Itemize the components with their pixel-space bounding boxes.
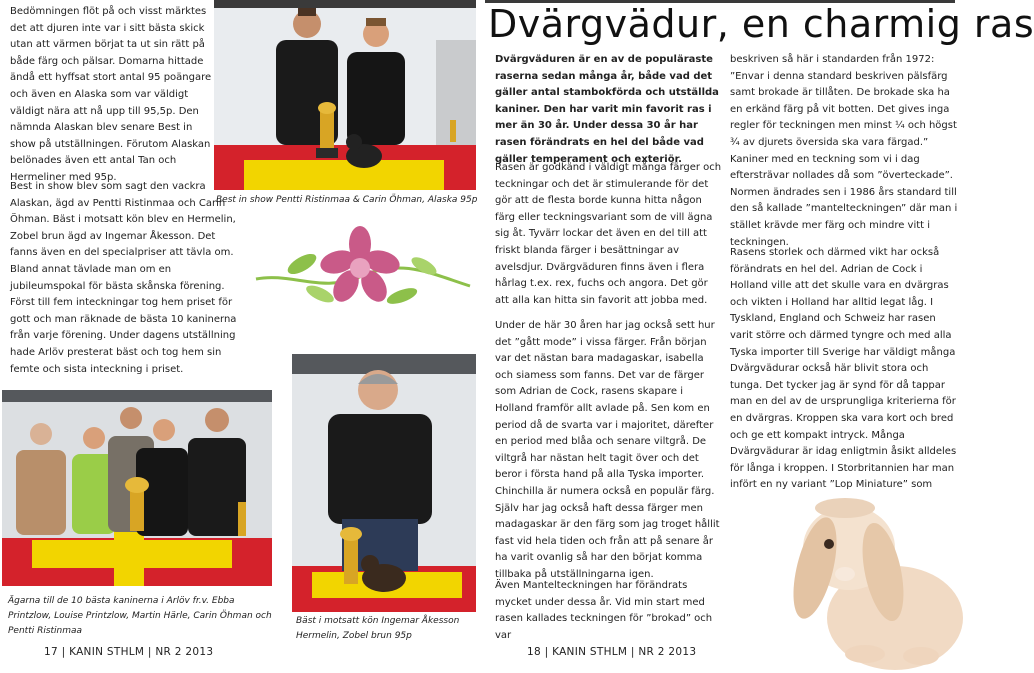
paragraph-fashion: Under de här 30 åren har jag också sett hur det ”gått mode” i vissa färger. Från början var det nästan bara madagaskar, isabella och siamess som fanns. Det var de färger som Adrian de Cock, rasens skapare i Holland framför allt avlade på. Sen kom en period då de svarta var i majoritet, därefter en period med blåa och senare viltgrå. De viltgrå har nästan helt tagit över och det beror i första hand på alla Tyska importer. Chinchilla är numera också en populär färg. Själv har jag också haft dessa färger men madagaskar är den färg som jag troget hållit fast vid hela tiden och från att på senare år ha varit ovanlig så har den börjat komma tillbaka på utställningarna igen. [495, 320, 720, 580]
paragraph-marking: Även Mantelteckningen har förändrats mycket under dessa år. Vid min start med rasen kallades teckningen för ”brokad” och var [495, 580, 713, 641]
page-title: Dvärgvädur, en charmig ras [488, 2, 1034, 46]
photo-best-in-show [214, 0, 476, 190]
photo-best-in-show-svg [214, 0, 476, 190]
intro-paragraph: Bedömningen flöt på och visst märktes det att djuren inte var i sitt bästa skick utan att värmen börjat ta ut sin rätt på både färg och pälsar. Domarna hittade ändå ett hyffsat stort antal 95 poängare och även en Alaska som var väldigt väldigt nära att nå upp till 95,5p. Den nämnda Alaskan blev senare Best in show på utställningen. Förutom Alaskan belönades även ett antal Tan och Hermeliner med 95p. [10, 6, 212, 183]
caption-best-in-show: Best in show Pentti Ristinmaa & Carin Öhman, Alaska 95p [216, 195, 478, 205]
lop-rabbit-photo [745, 488, 960, 669]
paragraph-standard: beskriven så här i standarden från 1972: ”Envar i denna standard beskriven pälsfärg samt brokade är tillåten. De brokade ska ha en erkänd färg på vit botten. Det gives inga regler för teckningen men minst ¼ och högst ¾ av djurets översida ska vara färgad.” Kaniner med en teckning som vi i dag eftersträvar nollades då som ”överteckade”. Normen ändrades sen i 1986 års standard till den så kallade ”mantelteckningen” där man i stället krävde mer färg och mindre vitt i teckningen. [730, 54, 958, 248]
footer-left: 17 | KANIN STHLM | NR 2 2013 [44, 646, 214, 658]
footer-right: 18 | KANIN STHLM | NR 2 2013 [527, 646, 697, 658]
photo-group [2, 390, 272, 586]
paragraph-colors: Rasen är godkänd i väldigt många färger och teckningar och det är stimulerande för det gör att de flesta borde kunna hitta någon färg eller teckningsvariant som de vill ägna sig åt. Tyvärr lockar det även en del till att friskt blanda färger i besättningar av avelsdjur. Dvärgväduren finns även i flera hårlag t.ex. rex, fuchs och angora. Det gör att alla kan hitta sin favorit att jobba med. [495, 162, 722, 306]
photo-best-opposite-sex-svg [292, 354, 476, 612]
caption-group: Ägarna till de 10 bästa kaninerna i Arlöv fr.v. Ebba Printzlow, Louise Printzlow, Martin Härle, Carin Öhman och Pentti Ristinmaa [8, 596, 272, 636]
photo-group-svg [2, 390, 272, 586]
bis-paragraph: Best in show blev som sagt den vackra Alaskan, ägd av Pentti Ristinmaa och Carin Öhman. Bäst i motsatt kön blev en Hermelin, Zobel brun ägd av Ingemar Åkesson. Det fanns även en del specialpriser att tävla om. Bland annat tävlade man om en jubileumspokal för bästa skånska förening. Först till fem inteckningar tog hem priset för gott och man räknade de bästa 10 kaninerna från varje förening. Under dagens utställning hade Arlöv presterat bäst och tog hem sin femte och sista inteckning i priset. [10, 181, 237, 375]
paragraph-size: Rasens storlek och därmed vikt har också förändrats en hel del. Adrian de Cock i Holland ville att det skulle vara en dvärgras och vikten i Holland har alltid legat låg. I Tyskland, England och Schweiz har rasen varit större och därmed tyngre och med alla Tyska importer till Sverige har väldigt många Dvärgvädurar också här blivit stora och tunga. Det tycker jag är synd för då tappar man en del av de ursprungliga kriterierna för en dvärgras. Kroppen ska vara kort och bred och ge ett kompakt intryck. Många Dvärgvädurar är idag enligtmin åsikt alldeles för långa i kroppen. I Storbritannien har man infört en ny variant ”Lop Miniature” som [730, 247, 957, 491]
flower-ornament-icon [252, 224, 474, 316]
photo-best-opposite-sex [292, 354, 476, 612]
caption-best-opposite-sex: Bäst i motsatt kön Ingemar Åkesson Hermelin, Zobel brun 95p [296, 616, 460, 641]
lead-paragraph: Dvärgväduren är en av de populäraste raserna sedan många år, både vad det gäller antal stambokförda och utställda kaniner. Den har varit min favorit ras i mer än 30 år. Under dessa 30 år har rasen förändrats en hel del både vad gäller temperament och exteriör. [495, 54, 719, 165]
